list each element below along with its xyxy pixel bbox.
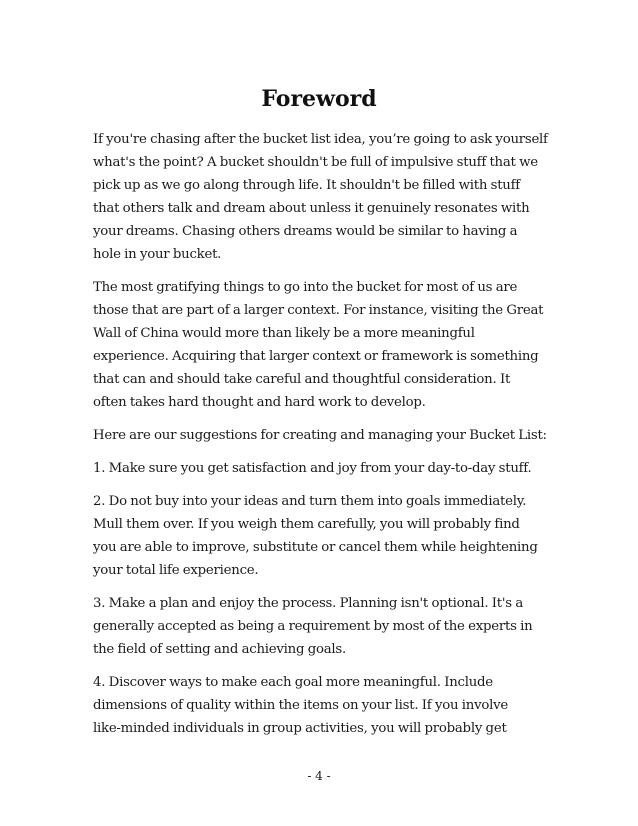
list-item-4 [93, 671, 553, 740]
text-line: what's the point? A bucket shouldn't be full of impulsive stuff that we [93, 155, 538, 170]
text-line: Mull them over. If you weigh them carefully, you will probably find [93, 517, 520, 532]
paragraph-1 [93, 128, 553, 266]
list-item-2 [93, 490, 553, 582]
text-line: you are able to improve, substitute or cancel them while heightening [93, 540, 538, 555]
page-number: - 4 - [307, 769, 331, 783]
text-line: like-minded individuals in group activities, you will probably get [93, 721, 507, 736]
text-line: The most gratifying things to go into the bucket for most of us are [93, 280, 518, 295]
text-line: your total life experience. [93, 563, 259, 578]
text-line: pick up as we go along through life. It shouldn't be filled with stuff [93, 178, 520, 193]
text-line: 4. Discover ways to make each goal more meaningful. Include [93, 675, 493, 690]
text-line: the field of setting and achieving goals. [93, 642, 346, 657]
text-line: those that are part of a larger context. For instance, visiting the Great [93, 303, 544, 318]
body-text [93, 128, 553, 750]
text-line: generally accepted as being a requirement by most of the experts in [93, 619, 533, 634]
text-line: experience. Acquiring that larger context or framework is something [93, 349, 539, 364]
text-line: Wall of China would more than likely be a more meaningful [93, 326, 475, 341]
text-line: 3. Make a plan and enjoy the process. Planning isn't optional. It's a [93, 596, 524, 611]
text-line: that can and should take careful and thoughtful consideration. It [93, 372, 511, 387]
paragraph-3 [93, 424, 553, 447]
text-line: hole in your bucket. [93, 247, 222, 262]
text-line: often takes hard thought and hard work to develop. [93, 395, 426, 410]
text-line: 1. Make sure you get satisfaction and joy from your day-to-day stuff. [93, 461, 532, 476]
text-line: If you're chasing after the bucket list idea, you’re going to ask yourself [93, 132, 548, 147]
text-line: your dreams. Chasing others dreams would be similar to having a [93, 224, 518, 239]
text-line: Here are our suggestions for creating and managing your Bucket List: [93, 428, 547, 443]
text-line: 2. Do not buy into your ideas and turn them into goals immediately. [93, 494, 527, 509]
list-item-3 [93, 592, 553, 661]
text-line: dimensions of quality within the items on your list. If you involve [93, 698, 508, 713]
page-title: Foreword [261, 86, 377, 112]
list-item-1 [93, 457, 553, 480]
paragraph-2 [93, 276, 553, 414]
text-line: that others talk and dream about unless it genuinely resonates with [93, 201, 530, 216]
